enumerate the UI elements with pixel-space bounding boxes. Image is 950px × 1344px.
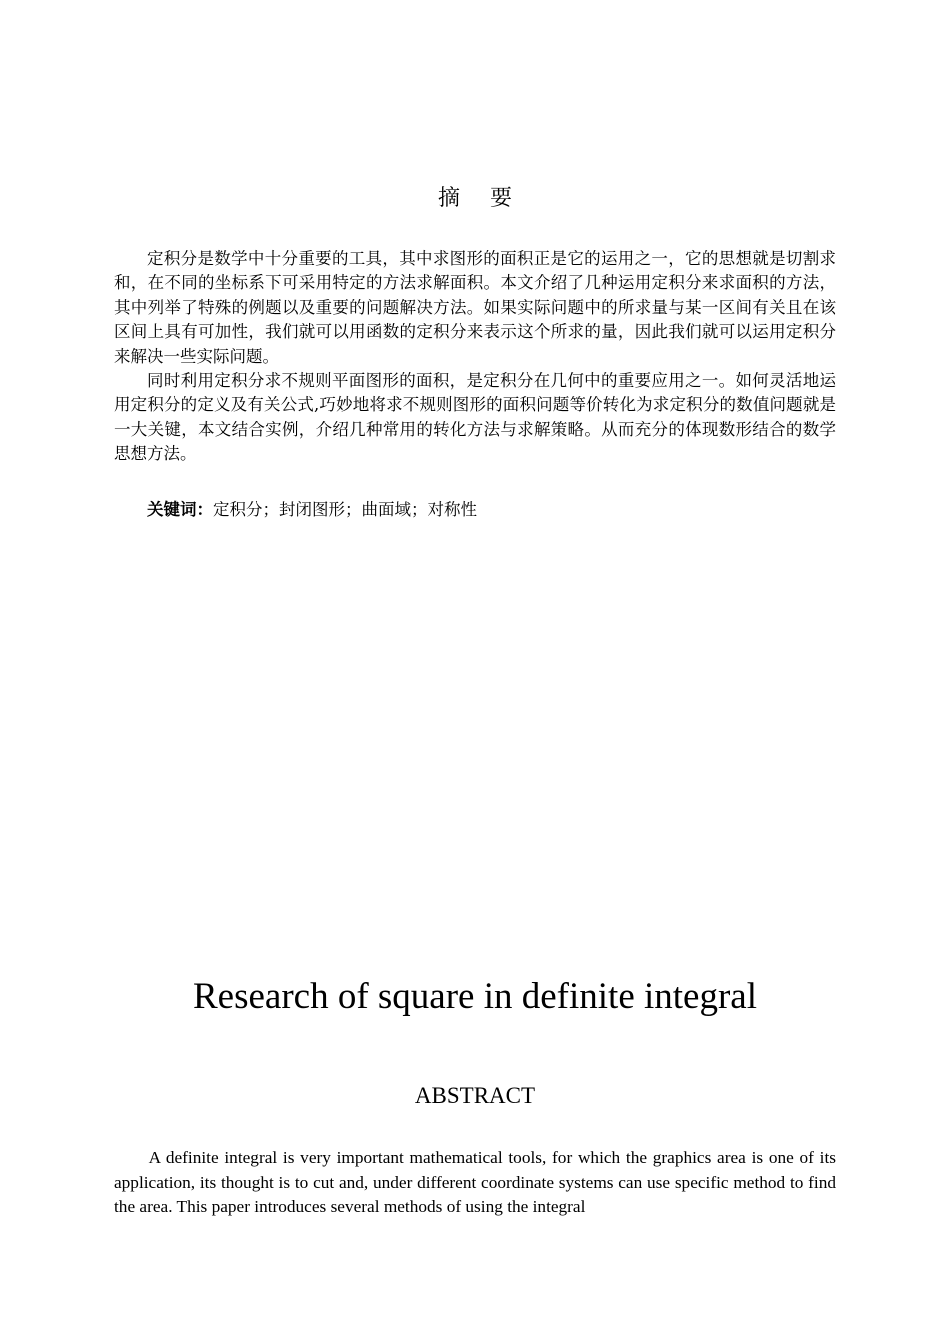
chinese-abstract-paragraph-1: 定积分是数学中十分重要的工具，其中求图形的面积正是它的运用之一，它的思想就是切割求和，在不同的坐标系下可采用特定的方法求解面积。本文介绍了几种运用定积分来求面积的方法，其中列举了特殊的例题以及重要的问题解决方法。如果实际问题中的所求量与某一区间有关且在该区间上具有可加性，我们就可以用函数的定积分来表示这个所求的量，因此我们就可以运用定积分来解决一些实际问题。 — [114, 249, 836, 366]
english-paper-title: Research of square in definite integral — [192, 976, 757, 1017]
keywords-list: 定积分；封闭图形；曲面域；对称性 — [213, 500, 477, 519]
english-abstract-body — [114, 1146, 836, 1220]
chinese-abstract-title — [0, 182, 950, 216]
keywords-label: 关键词： — [147, 500, 213, 519]
english-abstract-paragraph: A definite integral is very important mathematical tools, for which the graphics area is one of its application, its thought is to cut and, under different coordinate systems can use specific method to find the area. This paper introduces several methods of using the integral — [114, 1148, 836, 1217]
chinese-abstract-body — [114, 247, 836, 467]
chinese-keywords-line — [114, 498, 836, 522]
title-char-2: 要 — [490, 186, 513, 211]
english-abstract-heading: ABSTRACT — [414, 1083, 536, 1108]
chinese-abstract-paragraph-2: 同时利用定积分求不规则平面图形的面积，是定积分在几何中的重要应用之一。如何灵活地运用定积分的定义及有关公式,巧妙地将求不规则图形的面积问题等价转化为求定积分的数值问题就是一大关键，本文结合实例，介绍几种常用的转化方法与求解策略。从而充分的体现数形结合的数学思想方法。 — [114, 371, 836, 464]
title-char-1: 摘 — [437, 186, 460, 211]
